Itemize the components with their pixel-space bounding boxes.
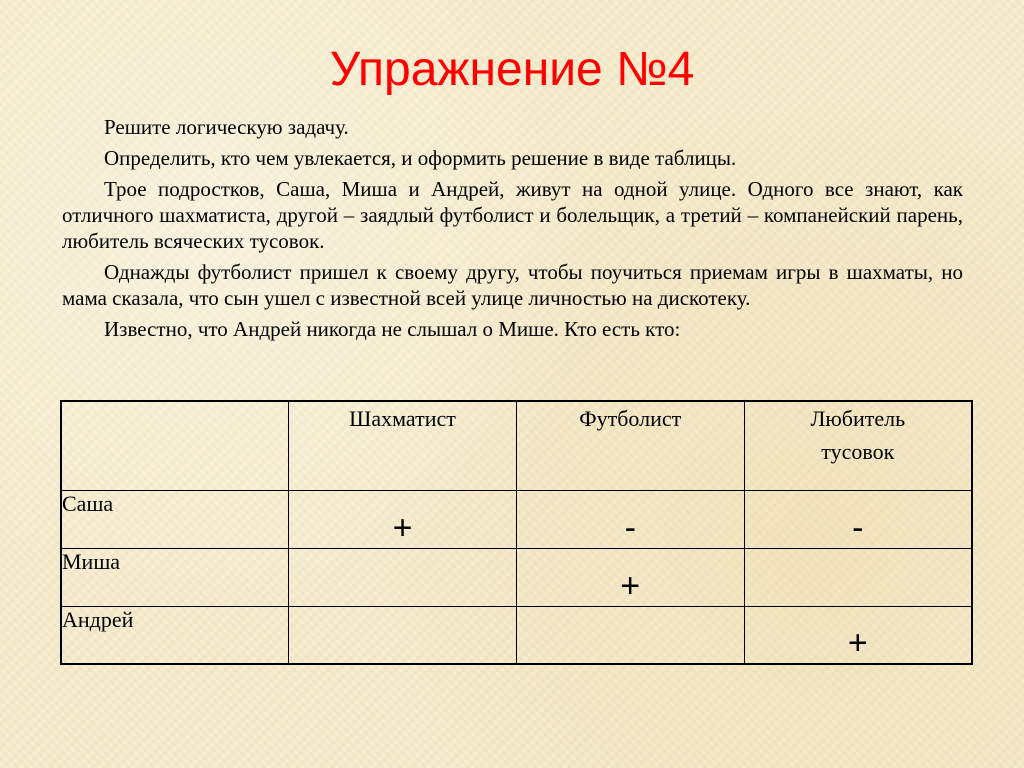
cell-mark: - [744,490,972,548]
cell-mark: - [516,490,744,548]
header-football-player: Футболист [516,401,744,490]
table-row [61,490,972,548]
paragraph: Трое подростков, Саша, Миша и Андрей, живут на одной улице. Одного все знают, как отличного шахматиста, другой – заядлый футболист и болельщик, а третий – компанейский парень, любитель всяческих тусовок. [62,177,963,253]
cell-mark [289,606,517,664]
paragraph: Известно, что Андрей никогда не слышал о Мише. Кто есть кто: [104,317,681,341]
cell-mark [744,548,972,606]
table-row [61,606,972,664]
header-party-lover: Любитель тусовок [744,401,972,490]
cell-mark: + [289,490,517,548]
solution-table [60,400,973,665]
task-text [62,114,963,347]
row-name-sasha: Саша [61,490,289,548]
row-name-andrey: Андрей [61,606,289,664]
cell-mark [289,548,517,606]
row-name-misha: Миша [61,548,289,606]
paragraph: Однажды футболист пришел к своему другу, чтобы поучиться приемам игры в шахматы, но мама сказала, что сын ушел с известной всей улице личностью на дискотеку. [62,260,963,310]
paragraph: Определить, кто чем увлекается, и оформить решение в виде таблицы. [104,146,737,170]
cell-mark [516,606,744,664]
cell-mark: + [516,548,744,606]
slide-title: Упражнение №4 [329,43,695,96]
header-chess-player: Шахматист [289,401,517,490]
cell-mark: + [744,606,972,664]
table-header-row [61,401,972,490]
table-row [61,548,972,606]
paragraph: Решите логическую задачу. [104,115,349,139]
header-empty [61,401,289,490]
